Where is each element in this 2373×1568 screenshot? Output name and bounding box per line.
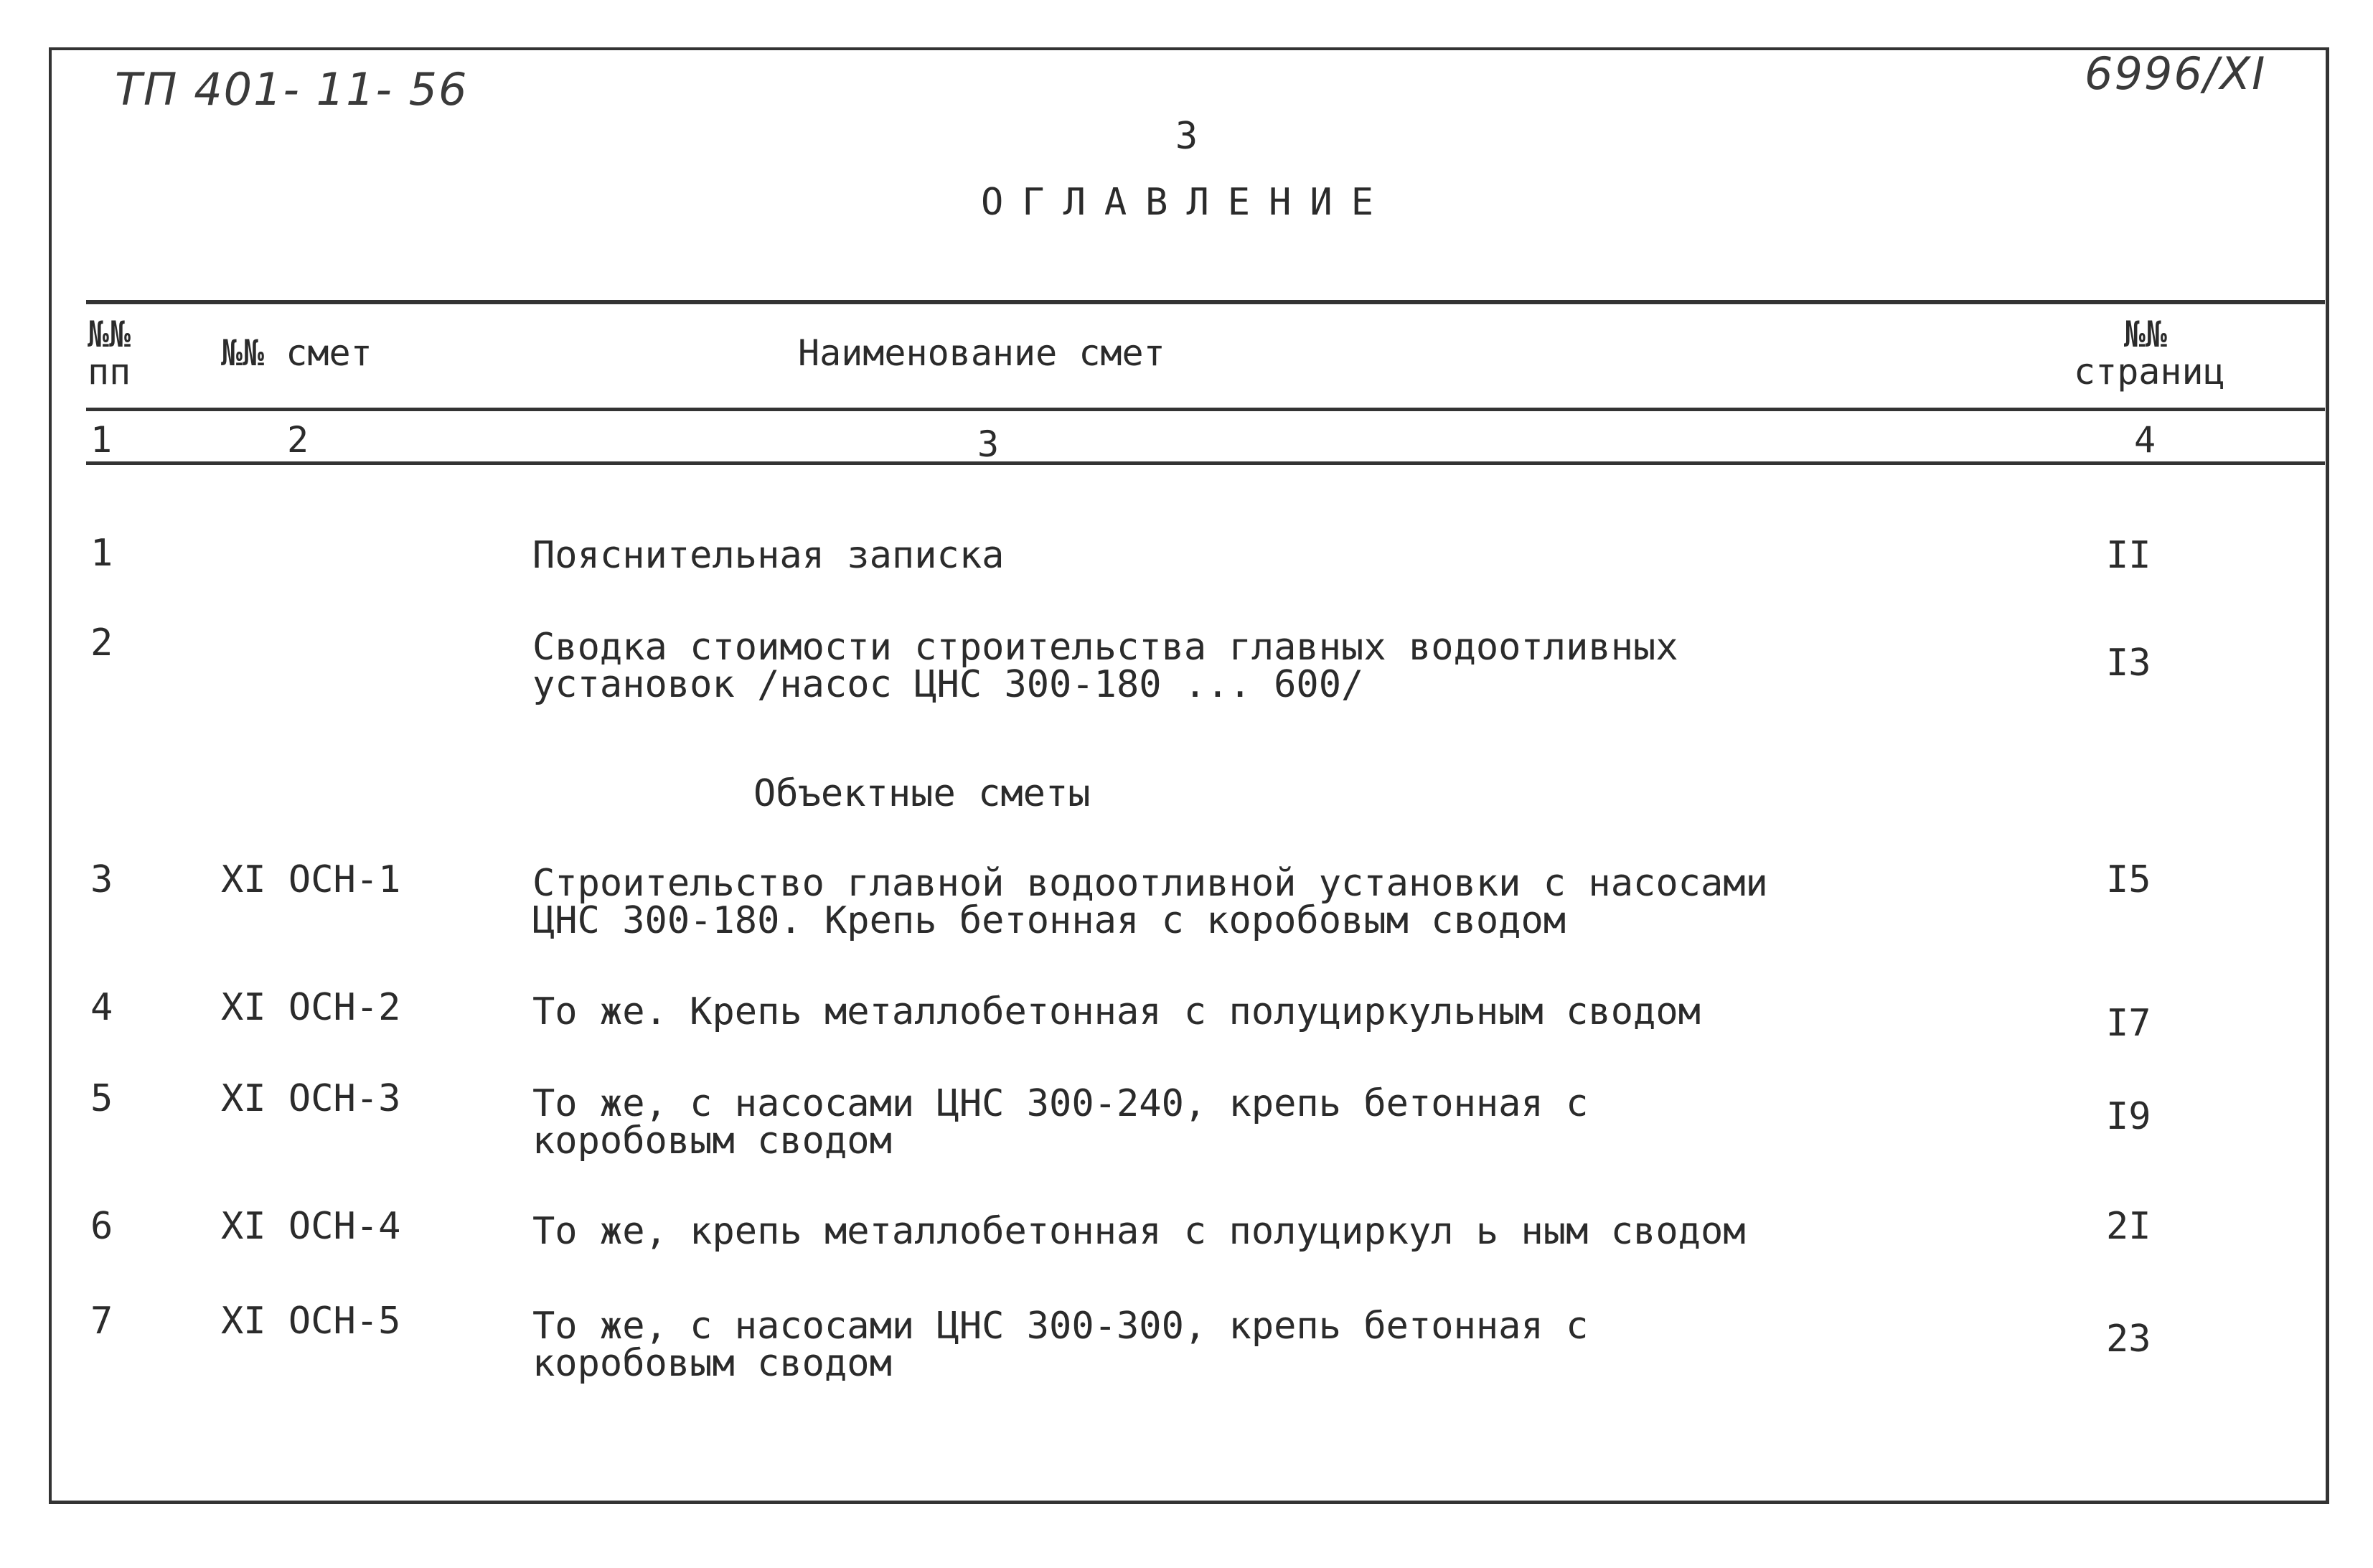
- row-4-page: I7: [2106, 1002, 2151, 1045]
- row-2-name: Сводка стоимости строительства главных водоотливных установок /насос ЦНС 300-180 ... 600/: [532, 626, 1678, 706]
- row-1-page: II: [2106, 534, 2151, 577]
- row-7-page: 23: [2106, 1318, 2151, 1361]
- row-5-name: То же, с насосами ЦНС 300-240, крепь бетонная с коробовым сводом: [532, 1082, 1589, 1163]
- column-number-3: 3: [977, 423, 1000, 465]
- handwritten-inventory-number: 6996/XI: [2085, 47, 2267, 100]
- header-row-number: №№ пп: [88, 314, 131, 393]
- table-top-rule: [86, 300, 2325, 304]
- row-4-number: 4: [90, 986, 113, 1029]
- row-3-number: 3: [90, 858, 113, 901]
- row-3-code: XI ОСН-1: [221, 858, 401, 901]
- row-7-name: То же, с насосами ЦНС 300-300, крепь бетонная с коробовым сводом: [532, 1305, 1589, 1385]
- row-1-number: 1: [90, 532, 113, 575]
- row-6-number: 6: [90, 1205, 113, 1248]
- row-5-code: XI ОСН-3: [221, 1077, 401, 1120]
- row-3-name: Строительство главной водоотливной установки с насосами ЦНС 300-180. Крепь бетонная с коробовым сводом: [532, 862, 1768, 942]
- page-title: ОГЛАВЛЕНИЕ: [980, 181, 1393, 224]
- header-estimate-name: Наименование смет: [798, 332, 1165, 374]
- row-2-page: I3: [2106, 642, 2151, 685]
- row-4-code: XI ОСН-2: [221, 986, 401, 1029]
- row-6-code: XI ОСН-4: [221, 1205, 401, 1248]
- row-5-page: I9: [2106, 1095, 2151, 1138]
- row-6-name: То же, крепь металлобетонная с полуциркул ь ным сводом: [532, 1210, 1746, 1253]
- handwritten-project-code: ТП 401- 11- 56: [115, 63, 469, 116]
- page-frame: [49, 47, 2329, 1504]
- row-7-code: XI ОСН-5: [221, 1300, 401, 1343]
- row-6-page: 2I: [2106, 1205, 2151, 1248]
- column-number-1: 1: [90, 419, 113, 461]
- header-estimate-number: №№ смет: [221, 332, 372, 374]
- row-4-name: То же. Крепь металлобетонная с полуциркульным сводом: [532, 990, 1701, 1033]
- column-number-4: 4: [2134, 419, 2156, 461]
- column-number-2: 2: [287, 419, 309, 461]
- row-3-page: I5: [2106, 858, 2151, 901]
- row-5-number: 5: [90, 1077, 113, 1120]
- row-1-name: Пояснительная записка: [532, 534, 1005, 577]
- column-numbers-rule: [86, 461, 2325, 465]
- header-page-number: №№ страниц: [2074, 314, 2225, 393]
- row-2-number: 2: [90, 621, 113, 665]
- row-7-number: 7: [90, 1300, 113, 1343]
- page-number: 3: [1175, 115, 1198, 158]
- header-bottom-rule: [86, 408, 2325, 411]
- section-heading: Объектные сметы: [753, 772, 1091, 815]
